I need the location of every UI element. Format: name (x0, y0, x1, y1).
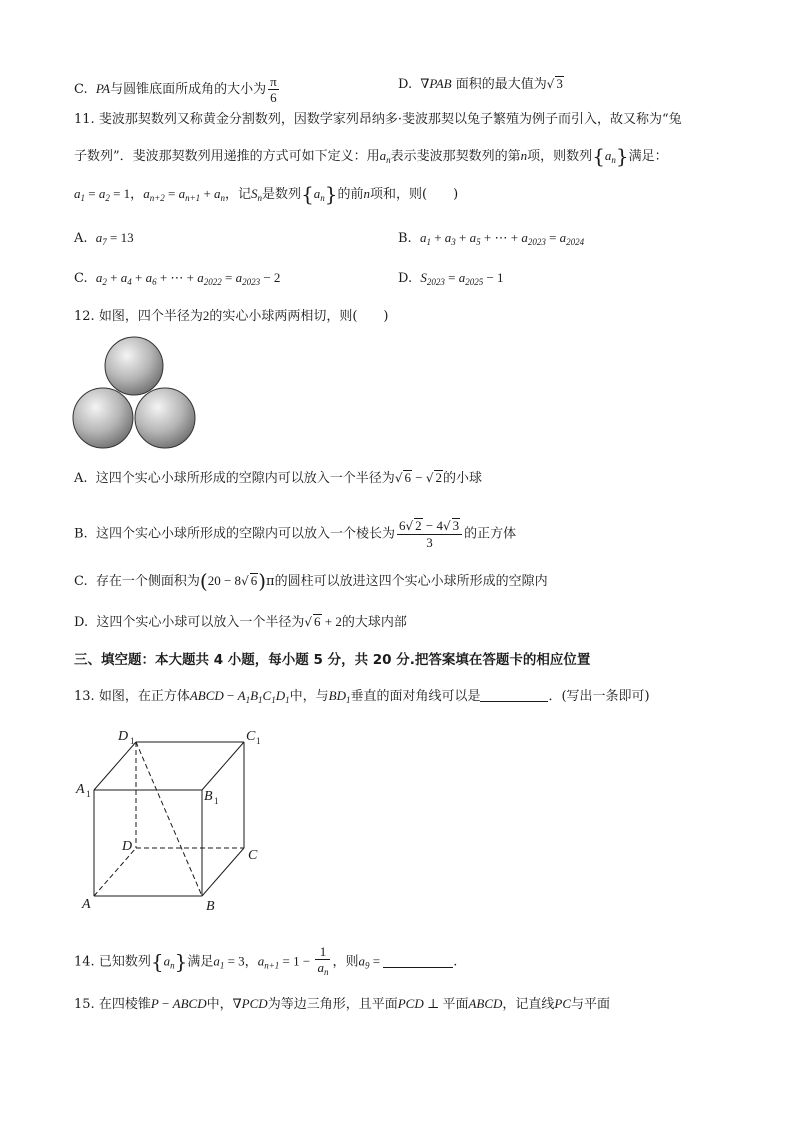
sphere-right (135, 388, 195, 448)
label-a: A (82, 897, 91, 912)
q14-stem: 14. 已知数列$\{a_n\}$满足$a_1 = 3$，$a_{n+1} = 1$ − $\frac{1}{a_n}$ ，则$a_9$ = . (74, 944, 457, 980)
q11-option-b: B. $a_1 + a_3 + a_5$ + ⋯ + $a_{2023} = a_{2024}$ (398, 230, 585, 247)
q10-option-d: D. ∇PAB 面积的最大值为√ 3 (398, 76, 563, 92)
label-b: B (206, 899, 215, 914)
q13-stem: 13. 如图，在正方体ABCD − $A_1B_1C_1D_1$中，与$BD_1$垂直的面对角线可以是 ．(写出一条即可) (74, 688, 650, 705)
q12-option-b: B. 这四个实心小球所形成的空隙内可以放入一个棱长为 $\frac{6√ 2 - 4√ 3}{3}$ 的正方体 (74, 518, 517, 550)
q11-line-3: $a_1 = a_2 = 1$，$a_{n+2} = a_{n+1} + a_n$，记$S_n$是数列$\{a_n\}$的前n项和，则( ) (74, 182, 459, 206)
svg-text:1: 1 (256, 736, 261, 746)
label-a1: A (76, 782, 85, 797)
q11-line-1: 11. 斐波那契数列又称黄金分割数列，因数学家列昂纳多·斐波那契以兔子繁殖为例子而引入，故又称为“兔 (74, 112, 682, 127)
q12-option-c: C. 存在一个侧面积为(20 − 8√ 6)π的圆柱可以放进这四个实心小球所形成的空隙内 (74, 569, 548, 593)
sphere-top (105, 337, 163, 395)
svg-text:1: 1 (214, 796, 219, 806)
label-c1: C (246, 729, 256, 744)
section-3-title: 三、填空题：本大题共 4 小题，每小题 5 分，共 20 分.把答案填在答题卡的相应位置 (74, 652, 591, 668)
four-spheres-figure (72, 336, 198, 454)
label-d: D (122, 839, 133, 854)
sphere-left (73, 388, 133, 448)
q11-option-a: A. $a_7 = 13$ (74, 230, 134, 247)
q11-line-2: 子数列”．斐波那契数列用递推的方式可如下定义：用$a_n$表示斐波那契数列的第n项，则数列$\{a_n\}$满足： (74, 144, 668, 168)
q11-option-c: C. $a_2 + a_4 + a_6$ + ⋯ + $a_{2022} = a_{2023} - 2$ (74, 270, 281, 287)
q15-stem: 15. 在四棱锥P − ABCD中，∇PCD为等边三角形，且平面PCD ⊥ 平面ABCD，记直线PC与平面 (74, 996, 611, 1012)
answer-blank-14[interactable] (383, 953, 453, 968)
q12-option-d: D. 这四个实心小球可以放入一个半径为√ 6 + 2的大球内部 (74, 614, 407, 630)
fraction-pi-over-6: $\frac{\pi}{6}$ (270, 74, 277, 105)
q11-option-d: D. $S_{2023} = a_{2025} - 1$ (398, 270, 504, 287)
svg-text:1: 1 (86, 789, 91, 799)
cube-figure (74, 722, 274, 918)
label-c: C (248, 848, 258, 863)
label-d1: D (118, 729, 129, 744)
answer-blank-13[interactable] (480, 687, 548, 702)
q12-option-a: A. 这四个实心小球所形成的空隙内可以放入一个半径为√ 6 − √ 2的小球 (74, 470, 482, 486)
svg-text:1: 1 (130, 736, 135, 746)
fraction-edge-length: $\frac{6√ 2 - 4√ 3}{3}$ (397, 518, 462, 550)
fraction-1-over-an: $\frac{1}{a_n}$ (317, 944, 329, 977)
label-b1: B (204, 789, 213, 804)
q12-stem: 12. 如图，四个半径为2的实心小球两两相切，则( ) (74, 308, 389, 324)
q10-option-c: C. PA与圆锥底面所成角的大小为 $\frac{\pi}{6}$ (74, 74, 277, 105)
